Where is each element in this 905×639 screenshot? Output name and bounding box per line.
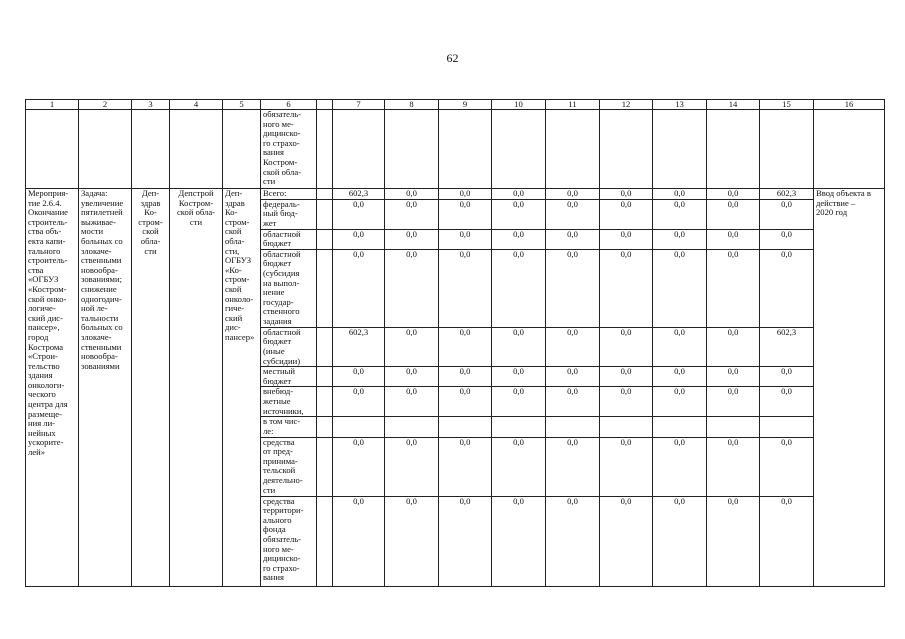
funding-source-label: Всего: xyxy=(261,189,317,200)
continuation-row xyxy=(26,110,885,189)
responsible-executor: Деп- здрав Ко- стром- ской обла- сти xyxy=(132,189,170,587)
amount-value: 0,0 xyxy=(492,496,546,586)
amount-value xyxy=(546,417,600,437)
amount-value: 0,0 xyxy=(653,387,707,417)
funding-source-label: федераль- ный бюд- жет xyxy=(261,199,317,229)
amount-value: 0,0 xyxy=(600,437,653,496)
amount-value: 0,0 xyxy=(653,367,707,387)
amount-value: 0,0 xyxy=(760,437,814,496)
column-header: 11 xyxy=(546,100,600,110)
amount-value: 0,0 xyxy=(707,437,760,496)
spacer-cell xyxy=(317,367,333,387)
amount-value: 0,0 xyxy=(439,249,492,327)
amount-value: 0,0 xyxy=(492,367,546,387)
column-header: 12 xyxy=(600,100,653,110)
amount-value: 0,0 xyxy=(653,437,707,496)
spacer-cell xyxy=(317,189,333,200)
amount-value xyxy=(439,417,492,437)
amount-value: 0,0 xyxy=(600,496,653,586)
empty-cell xyxy=(26,110,79,189)
column-header: 9 xyxy=(439,100,492,110)
empty-cell xyxy=(132,110,170,189)
amount-value: 0,0 xyxy=(439,387,492,417)
funding-source-label: областной бюджет (иные субсидии) xyxy=(261,327,317,366)
funding-row xyxy=(26,189,885,200)
amount-value: 0,0 xyxy=(546,199,600,229)
amount-value: 0,0 xyxy=(546,249,600,327)
amount-value: 0,0 xyxy=(439,199,492,229)
empty-cell xyxy=(333,110,385,189)
column-header: 14 xyxy=(707,100,760,110)
page-number: 62 xyxy=(446,51,459,65)
funding-source-label: средства от пред- принима- тельской деятельно- сти xyxy=(261,437,317,496)
amount-value: 0,0 xyxy=(546,229,600,249)
column-header: 16 xyxy=(814,100,885,110)
spacer-cell xyxy=(317,229,333,249)
amount-value: 0,0 xyxy=(546,327,600,366)
amount-value: 0,0 xyxy=(333,229,385,249)
amount-value: 0,0 xyxy=(600,199,653,229)
amount-value: 0,0 xyxy=(439,437,492,496)
column-header: 15 xyxy=(760,100,814,110)
amount-value: 0,0 xyxy=(492,199,546,229)
funding-source-label: внебюд- жетные источники, xyxy=(261,387,317,417)
column-header: 6 xyxy=(261,100,317,110)
amount-value: 0,0 xyxy=(385,327,439,366)
amount-value: 0,0 xyxy=(439,367,492,387)
budget-table xyxy=(25,99,885,587)
amount-value: 0,0 xyxy=(385,367,439,387)
amount-value: 0,0 xyxy=(546,437,600,496)
empty-cell xyxy=(79,110,132,189)
event-task: Задача: увеличение пятилетней выживае- мости больных со злокаче- ственными новообра- зованиями; снижение одногодич- ной ле- тальности больных со злокаче- ственными новообра- зованиями xyxy=(79,189,132,587)
spacer-cell xyxy=(317,387,333,417)
empty-cell xyxy=(492,110,546,189)
amount-value: 0,0 xyxy=(760,229,814,249)
amount-value: 0,0 xyxy=(653,496,707,586)
co-executor: Депстрой Костром- ской обла- сти xyxy=(170,189,223,587)
amount-value: 0,0 xyxy=(707,249,760,327)
amount-value: 0,0 xyxy=(385,496,439,586)
header-row xyxy=(26,100,885,110)
empty-cell xyxy=(170,110,223,189)
amount-value: 0,0 xyxy=(546,387,600,417)
amount-value: 0,0 xyxy=(600,367,653,387)
amount-value: 0,0 xyxy=(385,437,439,496)
empty-cell xyxy=(317,110,333,189)
column-header: 8 xyxy=(385,100,439,110)
amount-value: 0,0 xyxy=(492,189,546,200)
continuation-source-label: обязатель- ного ме- дицинско- го страхо- вания Костром- ской обла- сти xyxy=(261,110,317,189)
funding-source-label: областной бюджет xyxy=(261,229,317,249)
amount-value: 0,0 xyxy=(492,229,546,249)
amount-value: 0,0 xyxy=(492,387,546,417)
empty-cell xyxy=(760,110,814,189)
amount-value: 0,0 xyxy=(385,199,439,229)
amount-value: 0,0 xyxy=(439,229,492,249)
amount-value: 602,3 xyxy=(760,327,814,366)
amount-value: 0,0 xyxy=(333,199,385,229)
amount-value: 0,0 xyxy=(600,189,653,200)
empty-cell xyxy=(814,110,885,189)
amount-value: 0,0 xyxy=(333,437,385,496)
amount-value: 0,0 xyxy=(600,249,653,327)
spacer-cell xyxy=(317,437,333,496)
amount-value: 0,0 xyxy=(707,229,760,249)
funding-source-label: средства территори- ального фонда обязатель- ного ме- дицинско- го страхо- вания xyxy=(261,496,317,586)
amount-value: 0,0 xyxy=(492,327,546,366)
column-header xyxy=(317,100,333,110)
amount-value: 0,0 xyxy=(333,496,385,586)
amount-value: 602,3 xyxy=(760,189,814,200)
amount-value: 0,0 xyxy=(653,327,707,366)
amount-value xyxy=(385,417,439,437)
amount-value: 0,0 xyxy=(333,387,385,417)
amount-value xyxy=(760,417,814,437)
amount-value: 0,0 xyxy=(760,387,814,417)
empty-cell xyxy=(653,110,707,189)
amount-value: 0,0 xyxy=(707,387,760,417)
column-header: 5 xyxy=(223,100,261,110)
amount-value: 0,0 xyxy=(439,327,492,366)
amount-value: 0,0 xyxy=(760,496,814,586)
empty-cell xyxy=(600,110,653,189)
empty-cell xyxy=(385,110,439,189)
amount-value: 0,0 xyxy=(760,249,814,327)
amount-value: 0,0 xyxy=(707,496,760,586)
amount-value xyxy=(492,417,546,437)
participants: Деп- здрав Ко- стром- ской обла- сти, ОГБУЗ «Ко- стром- ской онколо- гиче- ский дис- пансер» xyxy=(223,189,261,587)
amount-value: 0,0 xyxy=(653,249,707,327)
spacer-cell xyxy=(317,496,333,586)
amount-value: 602,3 xyxy=(333,189,385,200)
amount-value: 0,0 xyxy=(760,199,814,229)
amount-value: 0,0 xyxy=(707,199,760,229)
amount-value: 0,0 xyxy=(385,229,439,249)
amount-value: 0,0 xyxy=(385,249,439,327)
amount-value: 0,0 xyxy=(385,387,439,417)
empty-cell xyxy=(707,110,760,189)
column-header: 4 xyxy=(170,100,223,110)
empty-cell xyxy=(546,110,600,189)
amount-value: 0,0 xyxy=(333,367,385,387)
spacer-cell xyxy=(317,417,333,437)
amount-value: 0,0 xyxy=(385,189,439,200)
column-header: 10 xyxy=(492,100,546,110)
column-header: 7 xyxy=(333,100,385,110)
amount-value: 0,0 xyxy=(600,387,653,417)
amount-value xyxy=(707,417,760,437)
amount-value: 0,0 xyxy=(760,367,814,387)
amount-value: 0,0 xyxy=(546,367,600,387)
amount-value xyxy=(653,417,707,437)
event-name: Мероприя- тие 2.6.4. Окончание строитель- ства объ- екта капи- тального строитель- ства «ОГБУЗ «Костром- ской онко- логиче- ский дис- пансер», город Кострома «Строи- тельство здания онкологи- ческого центра для размеще- ния ли- нейных ускорите- лей» xyxy=(26,189,79,587)
amount-value: 0,0 xyxy=(600,229,653,249)
empty-cell xyxy=(439,110,492,189)
column-header: 2 xyxy=(79,100,132,110)
amount-value: 0,0 xyxy=(653,189,707,200)
spacer-cell xyxy=(317,199,333,229)
spacer-cell xyxy=(317,249,333,327)
amount-value: 0,0 xyxy=(707,327,760,366)
expected-result: Ввод объекта в действие – 2020 год xyxy=(814,189,885,587)
amount-value: 0,0 xyxy=(653,199,707,229)
column-header: 3 xyxy=(132,100,170,110)
amount-value: 0,0 xyxy=(546,189,600,200)
amount-value: 0,0 xyxy=(600,327,653,366)
amount-value: 0,0 xyxy=(546,496,600,586)
empty-cell xyxy=(223,110,261,189)
amount-value: 0,0 xyxy=(707,189,760,200)
amount-value xyxy=(600,417,653,437)
amount-value: 0,0 xyxy=(707,367,760,387)
amount-value: 0,0 xyxy=(439,496,492,586)
funding-source-label: местный бюджет xyxy=(261,367,317,387)
amount-value: 0,0 xyxy=(653,229,707,249)
column-header: 1 xyxy=(26,100,79,110)
funding-source-label: областной бюджет (субсидия на выпол- нение государ- ственного задания xyxy=(261,249,317,327)
column-header: 13 xyxy=(653,100,707,110)
amount-value: 0,0 xyxy=(333,249,385,327)
amount-value: 0,0 xyxy=(439,189,492,200)
amount-value: 602,3 xyxy=(333,327,385,366)
spacer-cell xyxy=(317,327,333,366)
funding-source-label: в том чис- ле: xyxy=(261,417,317,437)
amount-value xyxy=(333,417,385,437)
amount-value: 0,0 xyxy=(492,437,546,496)
amount-value: 0,0 xyxy=(492,249,546,327)
